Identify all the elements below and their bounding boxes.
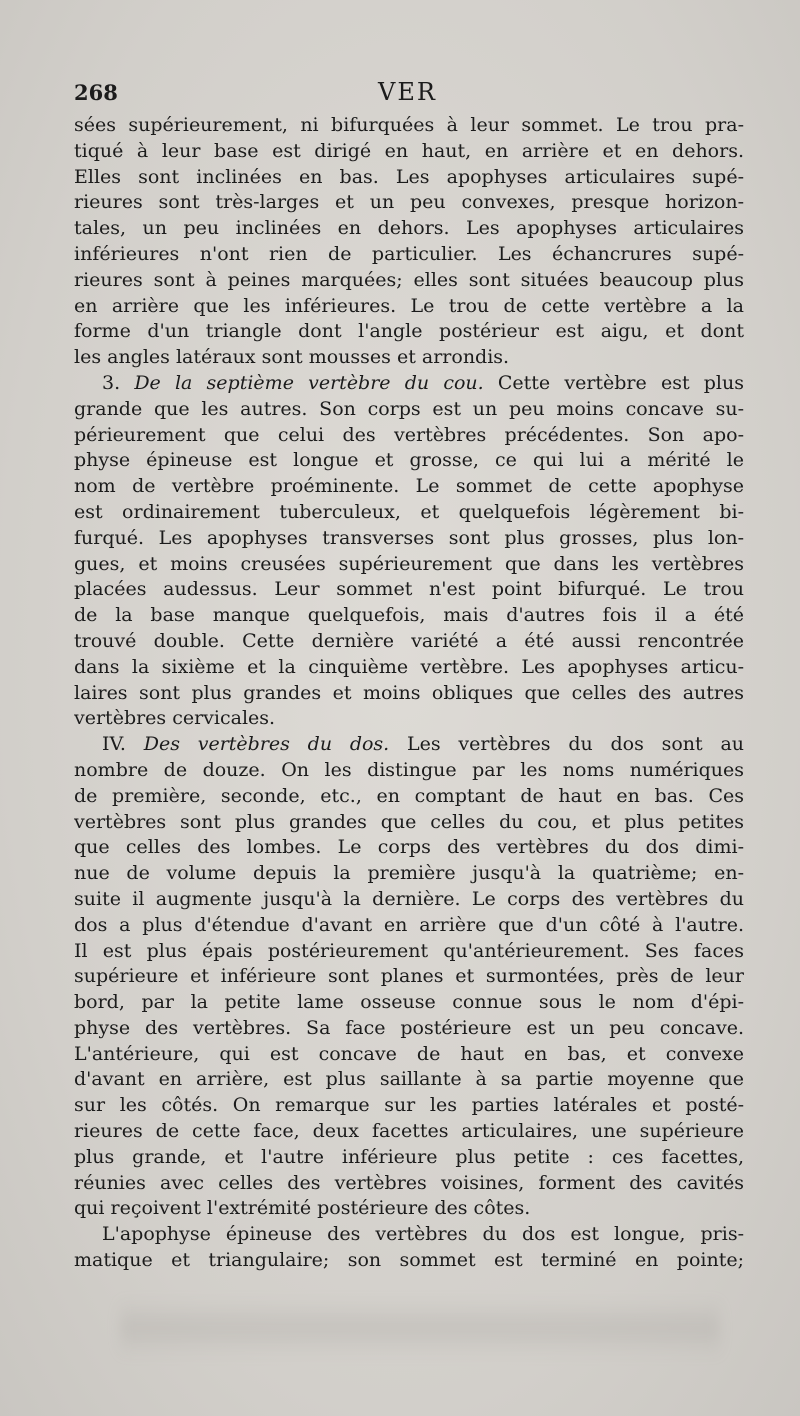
line-text: d'avant en arrière, est plus saillante à sa partie moyenne que bbox=[74, 1068, 744, 1091]
line-text: que celles des lombes. Le corps des vertèbres du dos dimi- bbox=[74, 836, 744, 859]
line-text: physe épineuse est longue et grosse, ce qui lui a mérité le bbox=[74, 449, 744, 472]
text-line bbox=[74, 784, 744, 810]
line-text: en arrière que les inférieures. Le trou de cette vertèbre a la bbox=[74, 294, 744, 317]
text-line bbox=[74, 758, 744, 784]
text-line bbox=[74, 1093, 744, 1119]
text-line bbox=[74, 294, 744, 320]
section-heading: Des vertèbres du dos. bbox=[143, 733, 390, 756]
line-text: qui reçoivent l'extrémité postérieure des côtes. bbox=[74, 1197, 531, 1220]
line-text: périeurement que celui des vertèbres précédentes. Son apo- bbox=[74, 423, 744, 446]
line-text: gues, et moins creusées supérieurement que dans les vertèbres bbox=[74, 552, 744, 575]
line-text: forme d'un triangle dont l'angle postérieur est aigu, et dont bbox=[74, 320, 744, 343]
text-line bbox=[74, 268, 744, 294]
line-text: rieures sont très-larges et un peu convexes, presque horizon- bbox=[74, 191, 744, 214]
line-text: nue de volume depuis la première jusqu'à la quatrième; en- bbox=[74, 862, 744, 885]
text-line bbox=[74, 629, 744, 655]
line-text: nombre de douze. On les distingue par les noms numériques bbox=[74, 758, 744, 781]
text-line bbox=[74, 552, 744, 578]
text-line bbox=[74, 1042, 744, 1068]
text-line bbox=[74, 990, 744, 1016]
line-text: les angles latéraux sont mousses et arrondis. bbox=[74, 346, 510, 369]
text-line bbox=[74, 1171, 744, 1197]
text-line bbox=[74, 810, 744, 836]
text-line bbox=[74, 216, 744, 242]
text-line bbox=[74, 139, 744, 165]
text-line bbox=[74, 190, 744, 216]
line-text: suite il augmente jusqu'à la dernière. Le corps des vertèbres du bbox=[74, 887, 744, 910]
line-text: est ordinairement tuberculeux, et quelquefois légèrement bi- bbox=[74, 500, 744, 523]
text-line bbox=[74, 500, 744, 526]
page-header bbox=[74, 74, 754, 114]
line-text: vertèbres cervicales. bbox=[74, 707, 276, 730]
line-text: laires sont plus grandes et moins obliques que celles des autres bbox=[74, 681, 744, 704]
text-line bbox=[74, 1248, 744, 1274]
line-text: de la base manque quelquefois, mais d'autres fois il a été bbox=[74, 604, 744, 627]
line-text: dos a plus d'étendue d'avant en arrière que d'un côté à l'autre. bbox=[74, 913, 744, 936]
text-line bbox=[74, 939, 744, 965]
line-text: furqué. Les apophyses transverses sont plus grosses, plus lon- bbox=[74, 526, 744, 549]
line-text: nom de vertèbre proéminente. Le sommet de cette apophyse bbox=[74, 475, 744, 498]
text-line bbox=[74, 732, 744, 758]
line-text: plus grande, et l'autre inférieure plus petite : ces facettes, bbox=[74, 1145, 744, 1168]
text-line bbox=[74, 423, 744, 449]
line-text: supérieure et inférieure sont planes et surmontées, près de leur bbox=[74, 965, 744, 988]
line-text: vertèbres sont plus grandes que celles du cou, et plus petites bbox=[74, 810, 744, 833]
line-text: réunies avec celles des vertèbres voisines, forment des cavités bbox=[74, 1171, 744, 1194]
line-text: sur les côtés. On remarque sur les parties latérales et posté- bbox=[74, 1094, 744, 1117]
line-text: tales, un peu inclinées en dehors. Les apophyses articulaires bbox=[74, 217, 744, 240]
text-line bbox=[74, 1222, 744, 1248]
line-text: Les vertèbres du dos sont au bbox=[389, 733, 744, 756]
text-line bbox=[74, 397, 744, 423]
line-text: L'antérieure, qui est concave de haut en bas, et convexe bbox=[74, 1042, 744, 1065]
text-line bbox=[74, 1119, 744, 1145]
body-text bbox=[74, 113, 744, 1274]
line-text: physe des vertèbres. Sa face postérieure est un peu concave. bbox=[74, 1016, 744, 1039]
text-line bbox=[74, 526, 744, 552]
text-line bbox=[74, 706, 744, 732]
line-text: rieures de cette face, deux facettes articulaires, une supérieure bbox=[74, 1120, 744, 1143]
line-text: Il est plus épais postérieurement qu'antérieurement. Ses faces bbox=[74, 939, 744, 962]
text-line bbox=[74, 1016, 744, 1042]
section-number: 3. bbox=[102, 371, 135, 394]
text-line bbox=[74, 681, 744, 707]
line-text: L'apophyse épineuse des vertèbres du dos est longue, pris- bbox=[102, 1223, 744, 1246]
text-line bbox=[74, 319, 744, 345]
line-text: grande que les autres. Son corps est un peu moins concave su- bbox=[74, 397, 744, 420]
text-line bbox=[74, 345, 744, 371]
bleed-through-shadow bbox=[120, 1298, 720, 1358]
text-line bbox=[74, 371, 744, 397]
line-text: rieures sont à peines marquées; elles sont situées beaucoup plus bbox=[74, 268, 744, 291]
text-line bbox=[74, 1196, 744, 1222]
text-line bbox=[74, 1145, 744, 1171]
line-text: tiqué à leur base est dirigé en haut, en arrière et en dehors. bbox=[74, 139, 744, 162]
text-line bbox=[74, 964, 744, 990]
line-text: dans la sixième et la cinquième vertèbre. Les apophyses articu- bbox=[74, 655, 744, 678]
text-line bbox=[74, 887, 744, 913]
line-text: de première, seconde, etc., en comptant de haut en bas. Ces bbox=[74, 784, 744, 807]
text-line bbox=[74, 474, 744, 500]
line-text: sées supérieurement, ni bifurquées à leur sommet. Le trou pra- bbox=[74, 114, 744, 136]
line-text: placées audessus. Leur sommet n'est point bifurqué. Le trou bbox=[74, 578, 744, 601]
line-text: inférieures n'ont rien de particulier. Les échancrures supé- bbox=[74, 242, 744, 265]
text-line bbox=[74, 113, 744, 139]
text-line bbox=[74, 448, 744, 474]
text-line bbox=[74, 1067, 744, 1093]
running-head: VER bbox=[378, 78, 437, 106]
text-line bbox=[74, 577, 744, 603]
section-number: IV. bbox=[102, 733, 144, 756]
text-line bbox=[74, 655, 744, 681]
text-line bbox=[74, 861, 744, 887]
text-line bbox=[74, 835, 744, 861]
section-heading: De la septième vertèbre du cou. bbox=[134, 371, 484, 394]
page-number: 268 bbox=[74, 80, 118, 105]
line-text: trouvé double. Cette dernière variété a été aussi rencontrée bbox=[74, 629, 744, 652]
line-text: matique et triangulaire; son sommet est terminé en pointe; bbox=[74, 1249, 744, 1272]
line-text: Elles sont inclinées en bas. Les apophyses articulaires supé- bbox=[74, 165, 744, 188]
text-line bbox=[74, 603, 744, 629]
line-text: bord, par la petite lame osseuse connue sous le nom d'épi- bbox=[74, 991, 744, 1014]
line-text: Cette vertèbre est plus bbox=[483, 371, 744, 394]
text-line bbox=[74, 165, 744, 191]
text-line bbox=[74, 242, 744, 268]
text-line bbox=[74, 913, 744, 939]
